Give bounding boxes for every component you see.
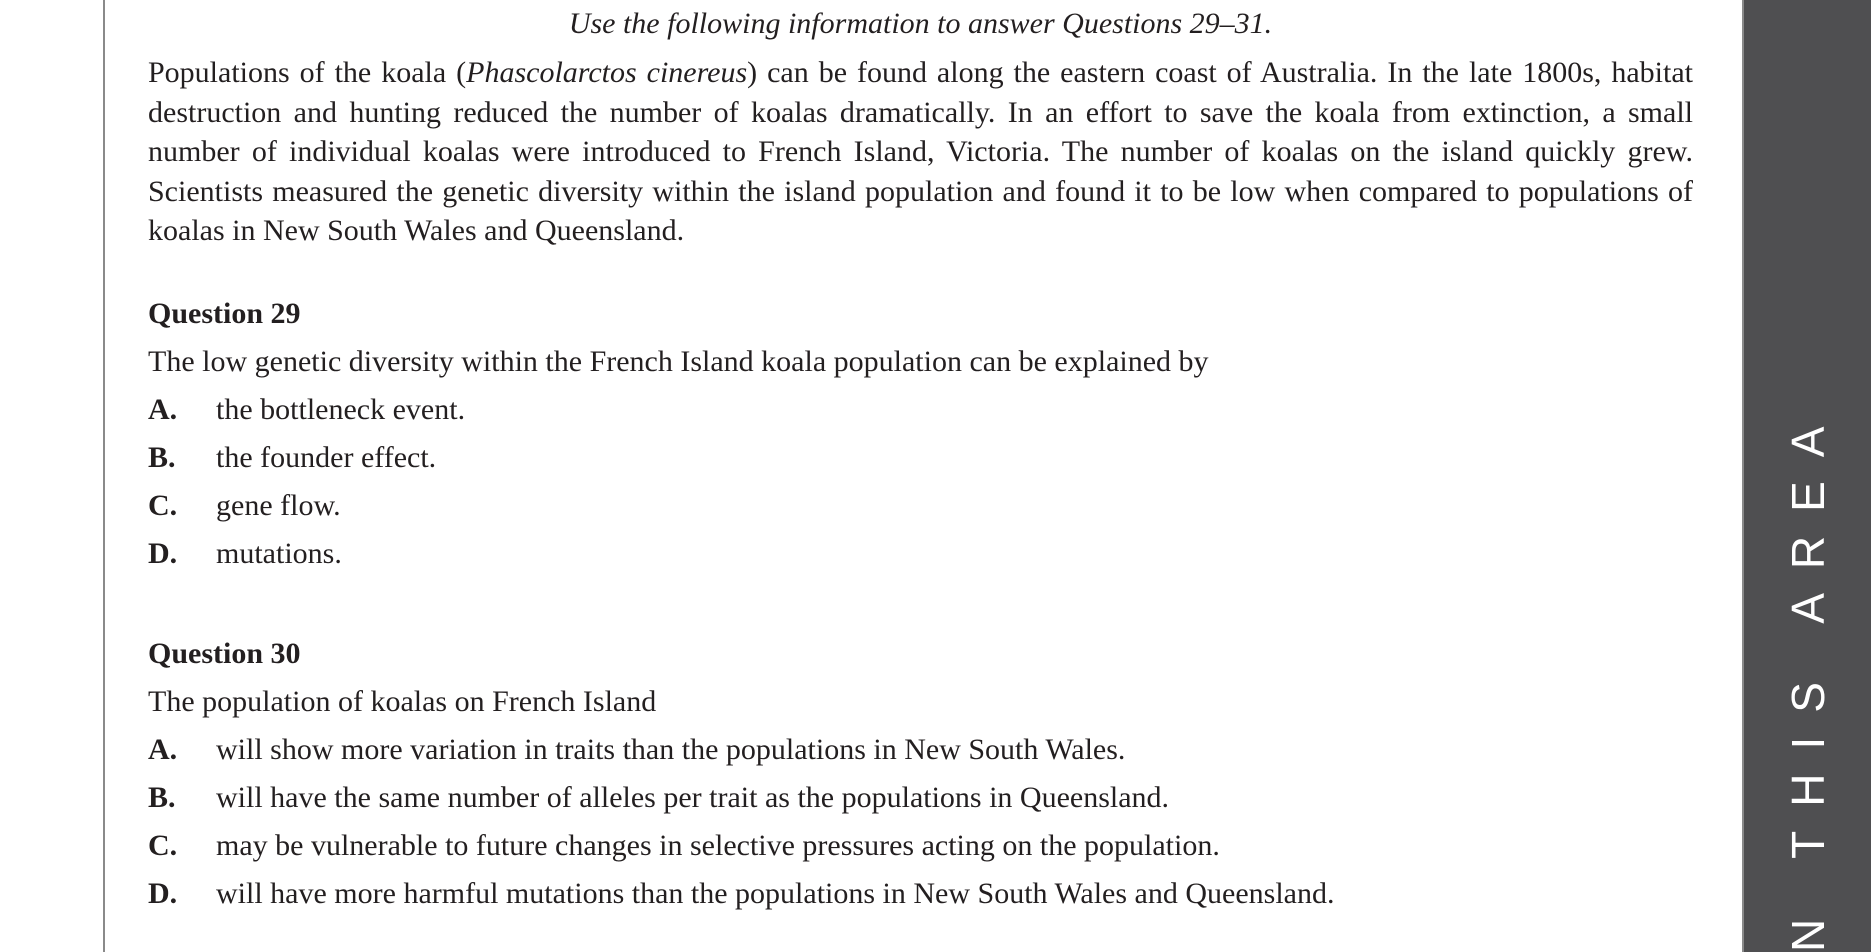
option-text: the bottleneck event.: [216, 393, 466, 426]
option-text: will show more variation in traits than the populations in New South Wales.: [216, 733, 1126, 766]
question-30-option-a[interactable]: [148, 730, 1125, 770]
option-text: will have more harmful mutations than the populations in New South Wales and Queensland.: [216, 877, 1335, 910]
question-29-option-c[interactable]: [148, 486, 341, 526]
stimulus-paragraph: [148, 53, 1693, 251]
option-letter: C.: [148, 829, 178, 862]
option-letter: D.: [148, 877, 178, 910]
question-29-option-a[interactable]: [148, 390, 465, 430]
question-30-stem: The population of koalas on French Island: [148, 685, 657, 718]
option-text: the founder effect.: [216, 441, 437, 474]
question-29-stem: The low genetic diversity within the French Island koala population can be explained by: [148, 345, 1209, 378]
option-letter: C.: [148, 489, 178, 522]
stimulus-text-part2: ) can be found along the eastern coast of Australia. In the late 1800s, habitat destruction and hunting reduced the number of koalas dramatically. In an effort to save the koala from extinction, a small number of individual koalas were introduced to French Island, Victoria. The number of koalas on the island quickly grew. Scientists measured the genetic diversity within the island population and found it to be low when compared to populations of koalas in New South Wales and Queensland.: [148, 56, 1693, 247]
option-letter: D.: [148, 537, 178, 570]
option-letter: A.: [148, 733, 178, 766]
question-30-option-d[interactable]: [148, 874, 1334, 914]
page-left-border: [103, 0, 105, 952]
stimulus-text-part1: Populations of the koala (: [148, 56, 467, 89]
option-text: mutations.: [216, 537, 342, 570]
option-text: will have the same number of alleles per trait as the populations in Queensland.: [216, 781, 1170, 814]
option-letter: A.: [148, 393, 178, 426]
question-29-heading: Question 29: [148, 297, 301, 330]
question-29-option-b[interactable]: [148, 438, 436, 478]
question-29-option-d[interactable]: [148, 534, 342, 574]
instruction-line: Use the following information to answer Questions 29–31.: [568, 7, 1273, 40]
option-letter: B.: [148, 441, 176, 474]
option-letter: B.: [148, 781, 176, 814]
question-30-option-c[interactable]: [148, 826, 1220, 866]
option-text: gene flow.: [216, 489, 341, 522]
do-not-write-margin: [1744, 0, 1871, 952]
question-30-option-b[interactable]: [148, 778, 1169, 818]
question-30-heading: Question 30: [148, 637, 301, 670]
margin-banner-text: N THIS AREA: [1781, 402, 1834, 952]
option-text: may be vulnerable to future changes in selective pressures acting on the population.: [216, 829, 1220, 862]
species-name: Phascolarctos cinereus: [466, 56, 748, 89]
